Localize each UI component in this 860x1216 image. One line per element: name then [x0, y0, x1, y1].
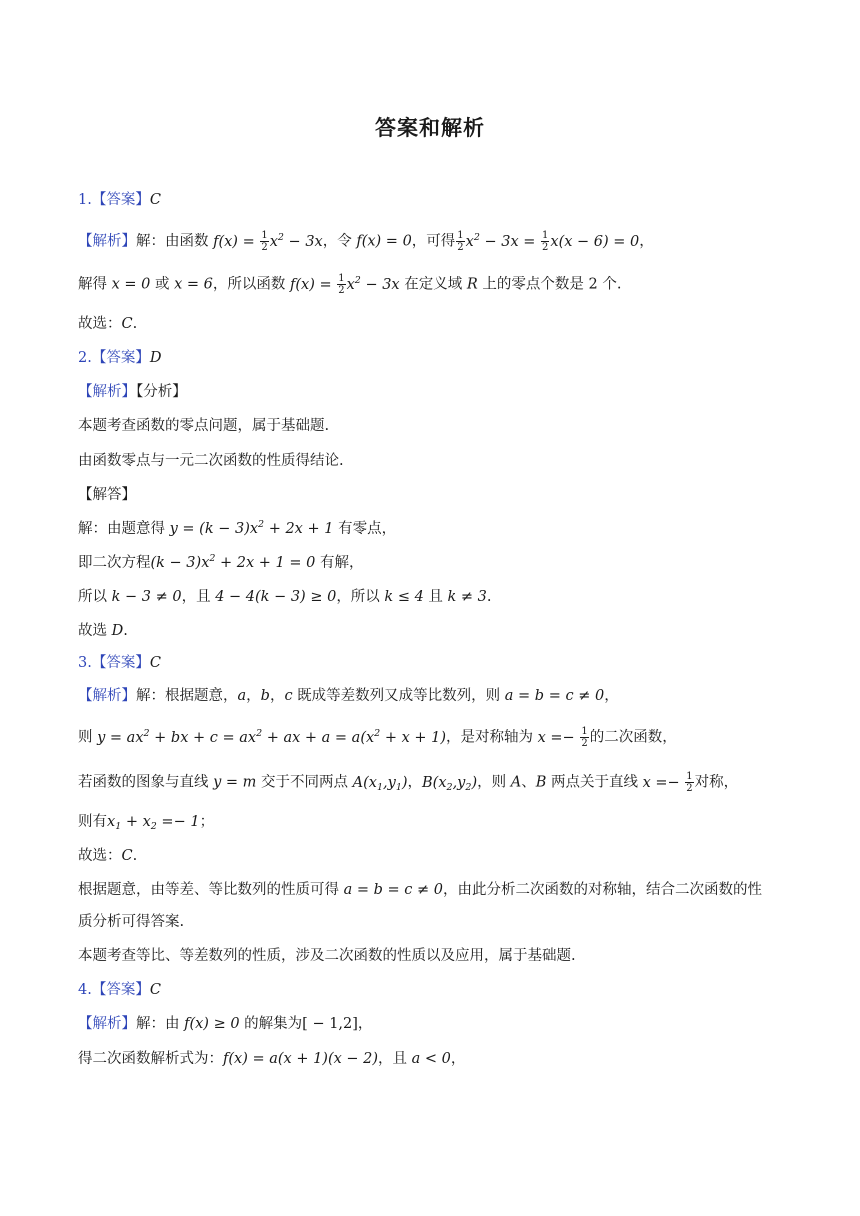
formula: f(x) = $\frac{1}{2}$ $x^2 - 3x$ [213, 230, 323, 253]
q3-choice-line: 故选：C. [78, 848, 138, 864]
page-title: 答案和解析 [375, 116, 485, 140]
q3-number: 3. [78, 655, 92, 671]
q2-answer-tag: 【答案】 [91, 350, 150, 366]
fraction: $\frac{1}{2}$ [457, 230, 464, 253]
q4-line-2: 得二次函数解析式为：f(x) = a(x + 1)(x − 2)，且 a < 0， [78, 1051, 466, 1067]
q3-line-6: 根据题意，由等差、等比数列的性质可得 a = b = c ≠ 0，由此分析二次函数的对称轴，结合二次函数的性 [78, 882, 762, 898]
q2-fenxi-tag: 【分析】 [136, 384, 187, 400]
q2-answer-line [78, 348, 790, 368]
fraction: $\frac{1}{2}$ [581, 726, 588, 749]
q3-answer-line [78, 653, 790, 673]
q1-choice-line: 故选：C. [78, 316, 138, 332]
q2-number: 2. [78, 350, 92, 366]
q3-line-4: 则有$x_1 + x_2 =- 1$； [78, 814, 215, 832]
q4-line-1: 【解析】解：由 f(x) ≥ 0 的解集为[ − 1,2]， [78, 1016, 373, 1032]
q1-answer-tag: 【答案】 [91, 192, 150, 208]
q3-answer-tag: 【答案】 [91, 655, 150, 671]
q4-answer-tag: 【答案】 [91, 982, 150, 998]
fraction: $\frac{1}{2}$ [338, 273, 345, 296]
q2-line-1: 本题考查函数的零点问题，属于基础题. [78, 418, 330, 434]
formula: f(x) = $\frac{1}{2}$ $x^2 - 3x$ [285, 273, 405, 296]
text: ， [639, 233, 654, 250]
q1-analysis-line-1 [78, 230, 790, 253]
q2-line-4: 即二次方程$(k - 3)x^2 + 2x + 1 = 0$ 有解， [78, 553, 364, 571]
q4-answer-line [78, 980, 790, 1000]
q1-answer-line [78, 190, 790, 210]
fraction: $\frac{1}{2}$ [261, 230, 268, 253]
q3-line-3: 若函数的图象与直线 y = m 交于不同两点 $A(x_1,y_1)$，$B(x_2,y_2)$，则 A、B 两点关于直线 x =− $\frac{1}{2}$ 对称， [78, 771, 739, 794]
q3-line-8: 本题考查等比、等差数列的性质，涉及二次函数的性质以及应用，属于基础题. [78, 948, 576, 964]
fraction: $\frac{1}{2}$ [686, 771, 693, 794]
q2-line-3: 解：由题意得 $y = (k - 3)x^2 + 2x + 1$ 有零点， [78, 519, 397, 537]
formula: f(x) = 0 [351, 233, 412, 250]
q3-line-7: 质分析可得答案. [78, 914, 185, 930]
q4-analysis-tag: 【解析】 [78, 1016, 136, 1032]
fraction: $\frac{1}{2}$ [542, 230, 549, 253]
text: ，可得 [411, 233, 456, 250]
q2-line-2: 由函数零点与一元二次函数的性质得结论. [78, 453, 344, 469]
q1-analysis-line-2: 解得 x = 0 或 x = 6，所以函数 f(x) = $\frac{1}{2}$ $x^2 - 3x$ 在定义域 R 上的零点个数是 2 个. [78, 273, 622, 296]
q3-line-2: 则 $y = ax^2$ + bx + $c = ax^2$ + ax + $a = a(x^2 + x + 1)$，是对称轴为 x =− $\frac{1}{2}$ 的二次函数， [78, 726, 677, 749]
q2-analysis-tag: 【解析】 [78, 384, 136, 400]
q2-line-5: 所以 k − 3 ≠ 0，且 4 − 4(k − 3) ≥ 0，所以 k ≤ 4 且 k ≠ 3. [78, 589, 492, 605]
q3-analysis-tag: 【解析】 [78, 688, 136, 704]
q3-answer-value: C [149, 655, 161, 671]
q3-line-1: 【解析】解：根据题意，a，b，c 既成等差数列又成等比数列，则 a = b = c ≠ 0， [78, 688, 619, 704]
text: ，令 [322, 233, 352, 250]
text: 解：由函数 [136, 233, 209, 250]
q1-analysis-tag: 【解析】 [78, 233, 136, 250]
q2-analysis-heading [78, 382, 790, 402]
q2-jieda-tag: 【解答】 [78, 487, 136, 503]
q1-answer-value: C [149, 192, 161, 208]
q4-number: 4. [78, 982, 92, 998]
q2-choice-line: 故选 D. [78, 623, 128, 639]
q2-answer-value: D [149, 350, 162, 366]
q4-answer-value: C [149, 982, 161, 998]
q1-number: 1. [78, 192, 92, 208]
formula: $\frac{1}{2}$ $x^2 - 3x$ = $\frac{1}{2}$ x(x − 6) = 0 [457, 230, 640, 253]
